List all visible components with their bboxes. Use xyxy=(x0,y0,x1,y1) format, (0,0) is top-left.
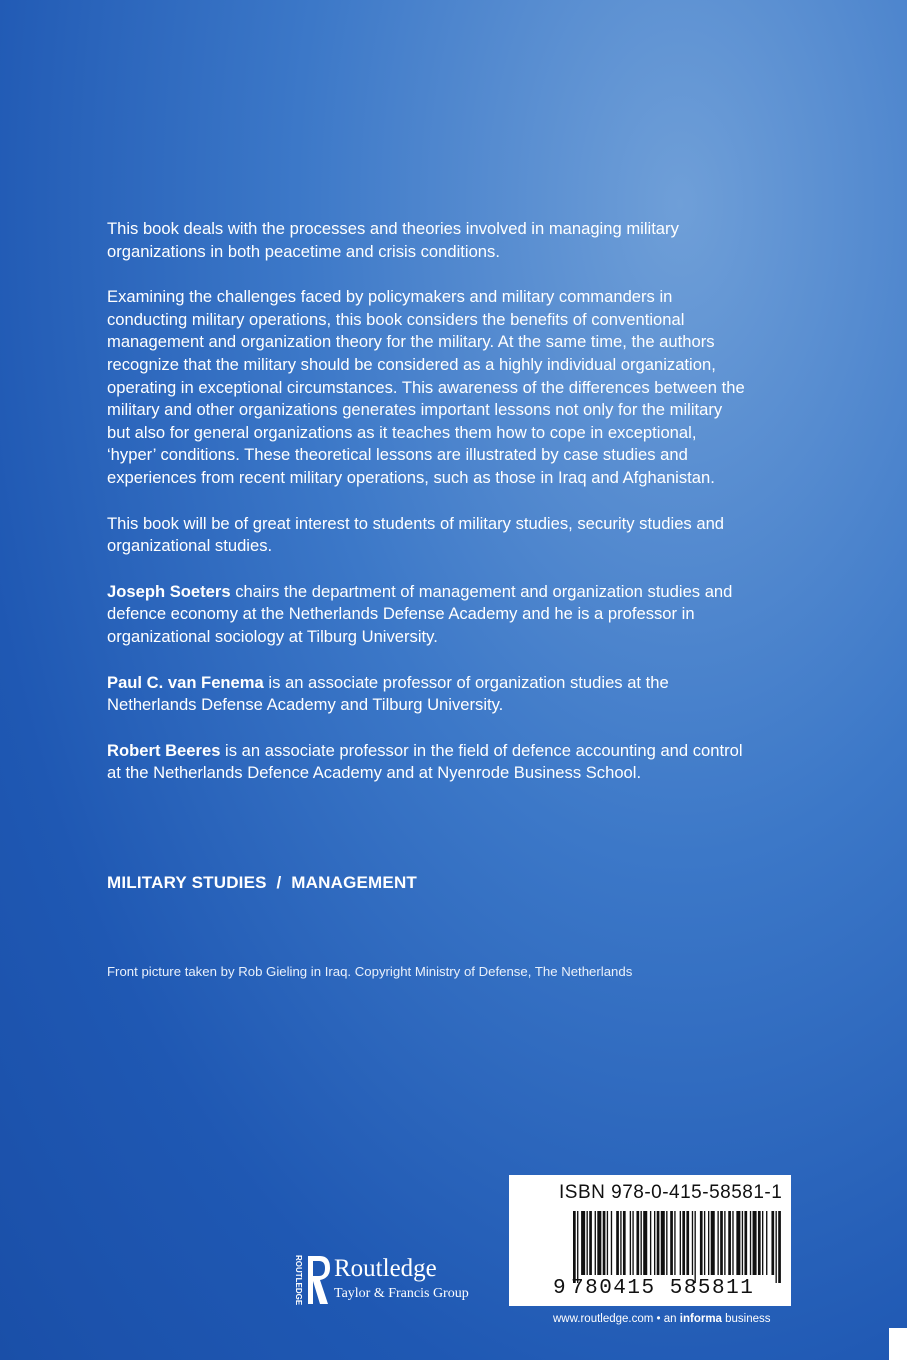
barcode-bar xyxy=(577,1211,578,1283)
barcode-bar xyxy=(611,1211,612,1275)
routledge-logo xyxy=(286,1250,486,1310)
publisher-tagline: Taylor & Francis Group xyxy=(334,1286,469,1301)
barcode-bar xyxy=(750,1211,751,1275)
photo-credit: Front picture taken by Rob Gieling in Iraq. Copyright Ministry of Defense, The Netherlands xyxy=(107,964,633,979)
author-bio-text: is an associate professor of organization studies at the Netherlands Defense Academy and Tilburg University. xyxy=(107,672,669,715)
barcode-bar xyxy=(666,1211,667,1275)
blurb-paragraph-2: Examining the challenges faced by policymakers and military commanders in conducting military operations, this book considers the benefits of conventional management and organization theory for the military. At the same time, the authors recognize that the military should be considered as a highly individual organization, operating in exceptional circumstances. This awareness of the differences between the military and other organizations generates important lessons not only for the military but also for general organizations as it teaches them how to cope in exceptional, ‘hyper’ conditions. These theoretical lessons are illustrated by case studies and experiences from recent military operations, such as those in Iraq and Afghanistan. xyxy=(107,287,745,487)
author-bio-2 xyxy=(107,672,747,717)
barcode-bar xyxy=(700,1211,703,1275)
footer-separator: • an xyxy=(653,1313,680,1325)
barcode-digits: 780415 585811 xyxy=(571,1277,755,1300)
barcode-bar xyxy=(728,1211,731,1275)
barcode-bar xyxy=(632,1211,633,1275)
barcode-bar xyxy=(682,1211,685,1275)
blurb-paragraph-3: This book will be of great interest to students of military studies, security studies and organizational studies. xyxy=(107,513,725,556)
publisher-brand: Routledge xyxy=(334,1255,437,1282)
barcode-bar xyxy=(587,1211,588,1275)
barcode-bar xyxy=(581,1211,585,1275)
author-name: Paul C. van Fenema xyxy=(107,672,264,692)
website-link[interactable]: www.routledge.com xyxy=(553,1313,654,1325)
barcode-bar xyxy=(654,1211,655,1275)
barcode-bar xyxy=(704,1211,705,1275)
barcode-bar xyxy=(641,1211,642,1275)
vertical-logo-text: ROUTLEDGE xyxy=(294,1255,303,1306)
barcode-bar xyxy=(776,1211,777,1283)
barcode-bar xyxy=(778,1211,781,1283)
publisher-footer xyxy=(553,1313,771,1325)
barcode-bar xyxy=(717,1211,718,1275)
back-cover-text xyxy=(107,218,747,808)
barcode-bar xyxy=(636,1211,639,1275)
barcode-bar xyxy=(744,1211,747,1275)
barcode-bar xyxy=(762,1211,763,1275)
barcode-bar xyxy=(657,1211,660,1275)
author-bio-1 xyxy=(107,581,747,649)
author-bio-3 xyxy=(107,740,747,785)
barcode-bar xyxy=(597,1211,601,1275)
footer-suffix: business xyxy=(721,1313,771,1325)
barcode-bar xyxy=(603,1211,606,1275)
barcode-bar xyxy=(758,1211,761,1275)
barcode-bar xyxy=(650,1211,651,1275)
barcode-bar xyxy=(708,1211,709,1275)
barcode-bar xyxy=(720,1211,723,1275)
barcode-bar xyxy=(736,1211,740,1275)
corner-mark xyxy=(889,1328,907,1360)
subject-category: MILITARY STUDIES / MANAGEMENT xyxy=(107,873,418,892)
barcode-bar xyxy=(680,1211,681,1275)
barcode-bar xyxy=(573,1211,576,1283)
barcode-bar xyxy=(630,1211,631,1275)
barcode-bar xyxy=(623,1211,626,1275)
barcode-first-digit: 9 xyxy=(553,1277,566,1300)
barcode-bar xyxy=(724,1211,725,1275)
barcode-bar xyxy=(670,1211,673,1275)
barcode-bar xyxy=(753,1211,757,1275)
isbn-barcode-box xyxy=(509,1175,791,1306)
barcode-bar xyxy=(620,1211,621,1275)
author-bio-text: is an associate professor in the field of defence accounting and control at the Netherlands Defence Academy and at Nyenrode Business School. xyxy=(107,740,743,783)
informa-brand: informa xyxy=(679,1313,722,1325)
barcode-bar xyxy=(742,1211,743,1275)
author-name: Joseph Soeters xyxy=(107,581,231,601)
barcode-bar xyxy=(674,1211,675,1275)
barcode-bar xyxy=(595,1211,596,1275)
barcode-bar xyxy=(695,1211,696,1283)
barcode-bar xyxy=(771,1211,774,1275)
barcode-bar xyxy=(686,1211,689,1275)
barcode-bar xyxy=(616,1211,619,1275)
barcode-bar xyxy=(643,1211,647,1275)
barcode-bar xyxy=(692,1211,693,1275)
barcode-bar xyxy=(607,1211,608,1275)
barcode-bar xyxy=(661,1211,665,1275)
barcode-bar xyxy=(766,1211,767,1275)
author-bio-text: chairs the department of management and organization studies and defence economy at the Netherlands Defense Academy and he is a professor in organizational sociology at Tilburg University. xyxy=(107,581,733,646)
barcode-bar xyxy=(732,1211,733,1275)
blurb-paragraph-1: This book deals with the processes and theories involved in managing military organizations in both peacetime and crisis conditions. xyxy=(107,219,679,261)
barcode-bar xyxy=(589,1211,592,1275)
isbn-label: ISBN 978-0-415-58581-1 xyxy=(559,1182,783,1203)
routledge-r-icon xyxy=(286,1250,332,1310)
author-name: Robert Beeres xyxy=(107,740,221,760)
barcode-bar xyxy=(711,1211,715,1275)
